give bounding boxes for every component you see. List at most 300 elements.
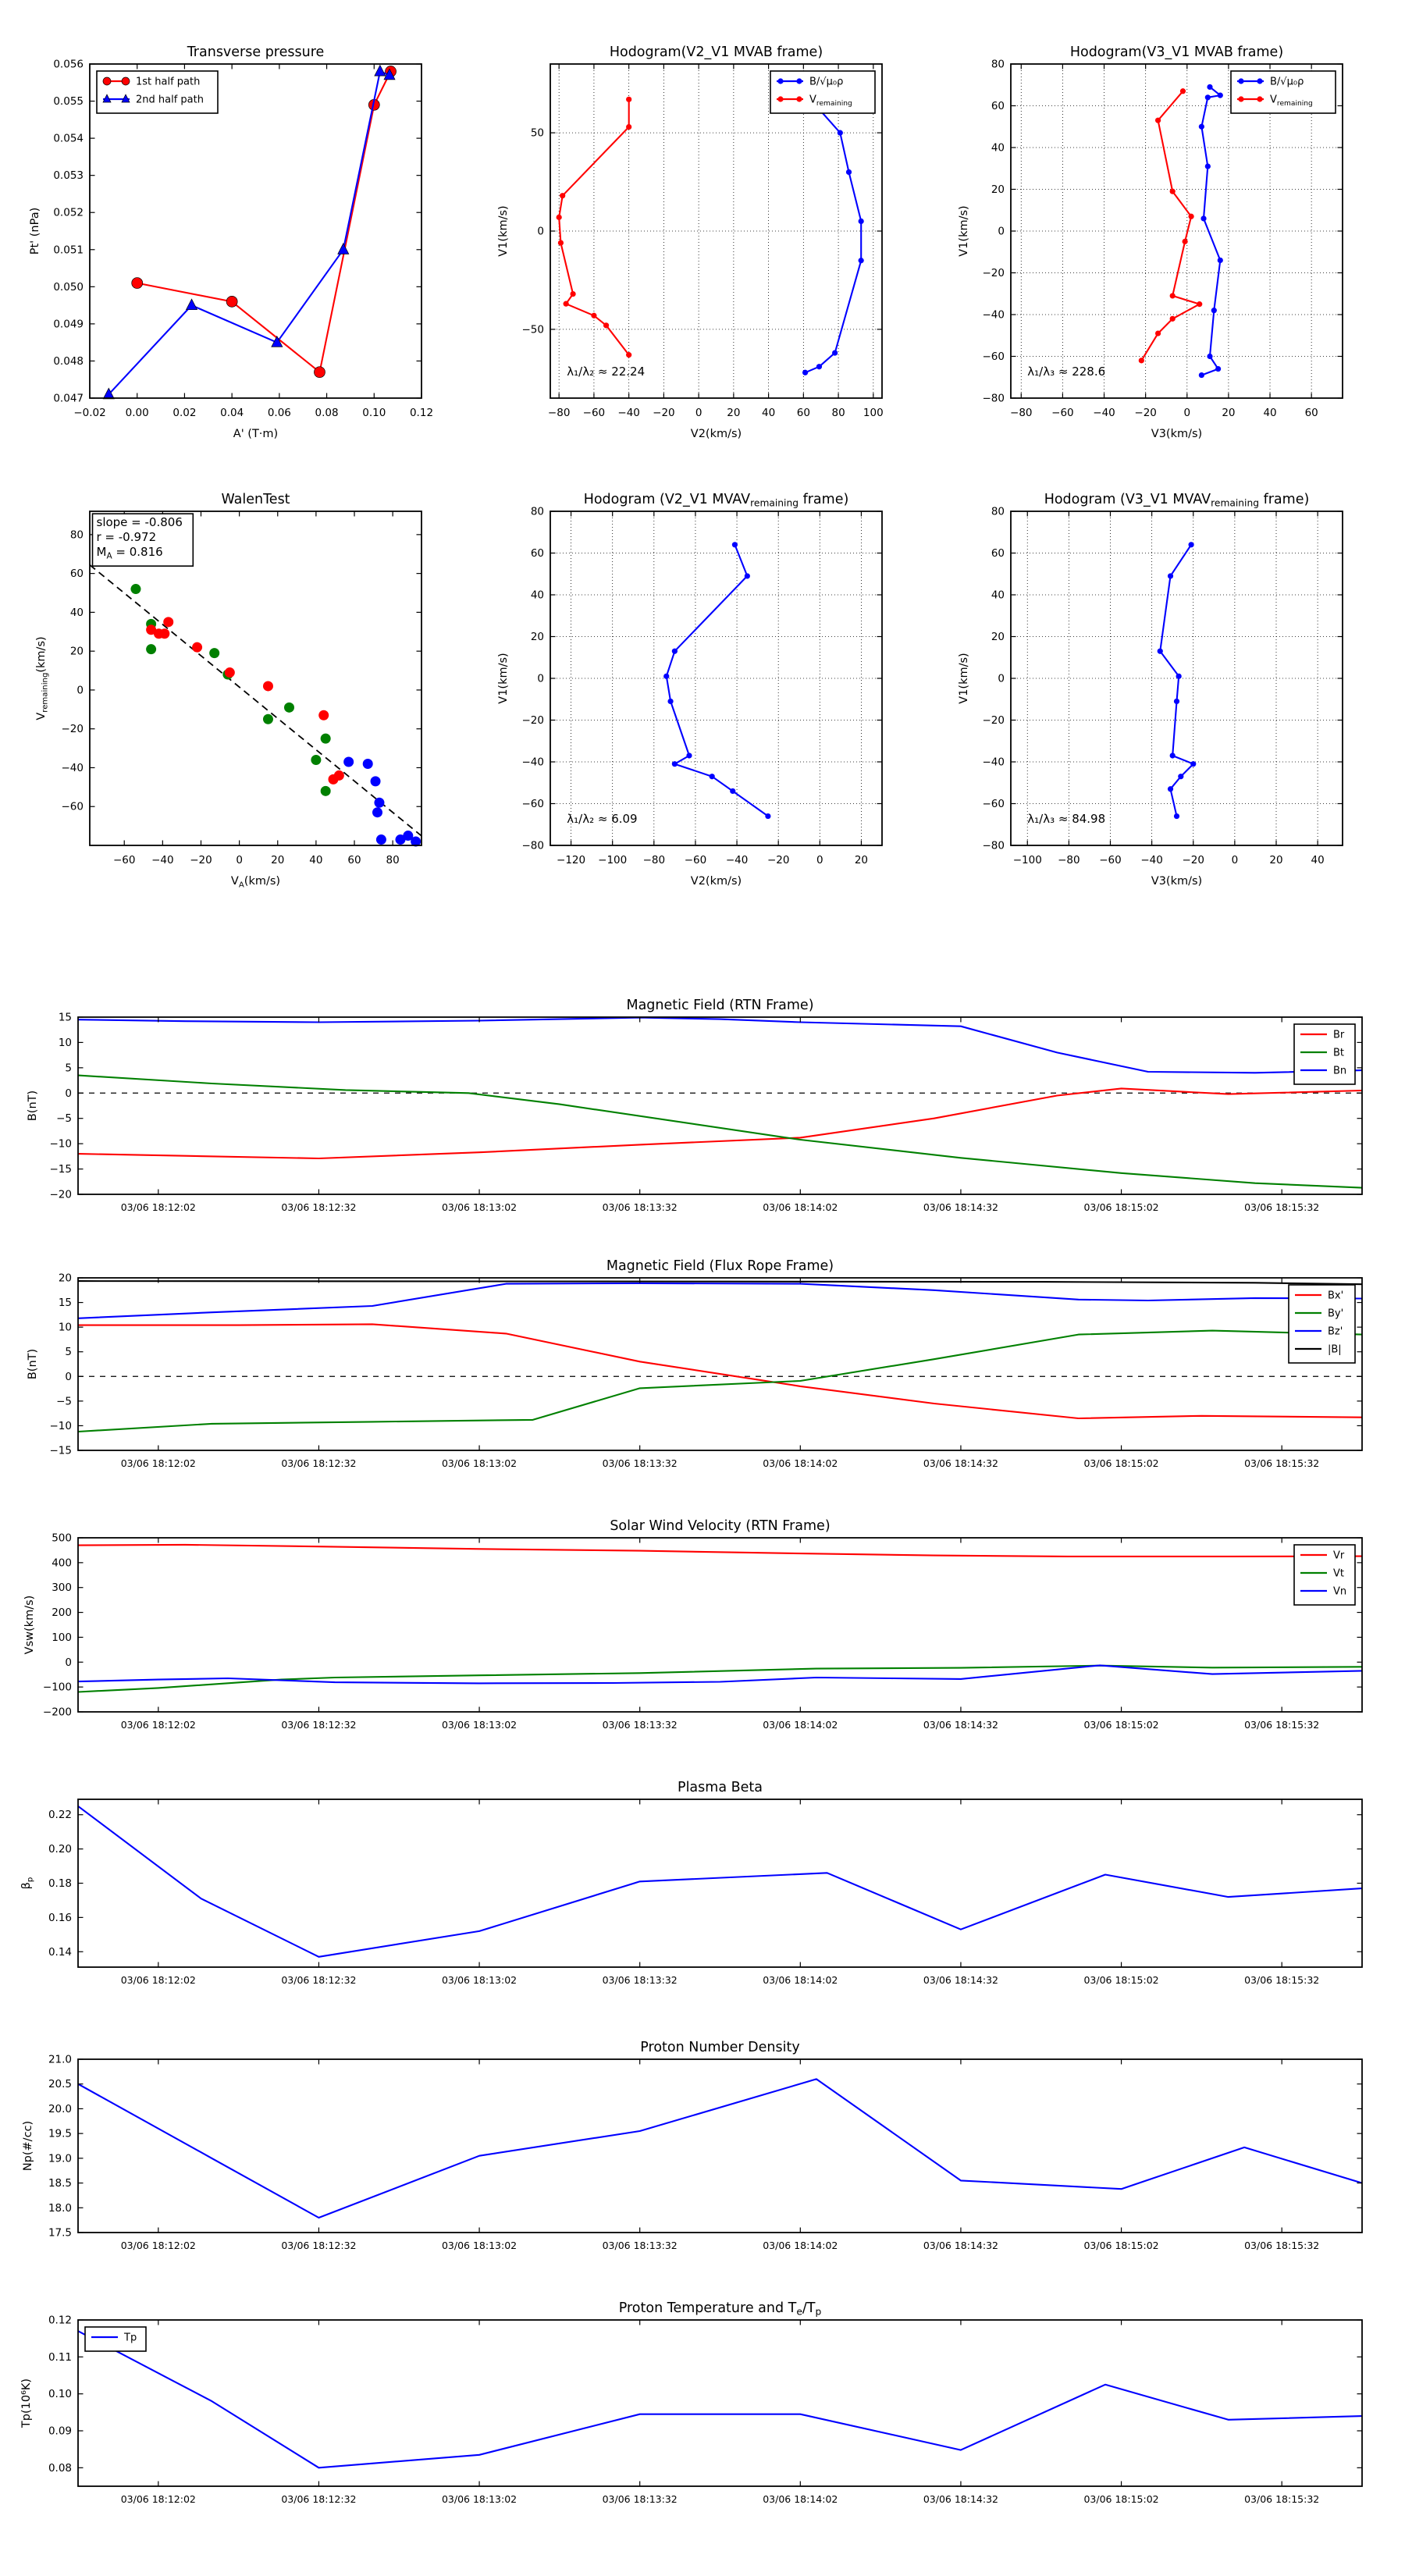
dot-marker: [1155, 118, 1161, 123]
dot-marker: [1238, 78, 1243, 84]
y-axis-label: V1(km/s): [958, 205, 970, 257]
x-tick-label: 03/06 18:12:32: [281, 2493, 357, 2505]
dot-marker: [564, 301, 569, 307]
x-tick-label: 03/06 18:13:32: [602, 2493, 678, 2505]
dot-marker: [777, 96, 783, 101]
y-axis-label: Np(#/cc): [22, 2120, 34, 2172]
legend-label: Bn: [1333, 1065, 1347, 1077]
chart-title-vsw-rtn: Solar Wind Velocity (RTN Frame): [610, 1518, 831, 1534]
x-tick-label: 03/06 18:13:02: [441, 2493, 518, 2505]
y-tick-label: 60: [991, 547, 1005, 560]
y-tick-label: 0.20: [48, 1843, 72, 1856]
x-tick-label: 03/06 18:13:02: [441, 1719, 518, 1731]
y-tick-label: −40: [982, 756, 1005, 769]
y-tick-label: 40: [69, 606, 84, 619]
dot-marker: [1168, 786, 1173, 792]
y-tick-label: 0.08: [48, 2461, 72, 2475]
x-tick-label: −60: [1051, 407, 1074, 419]
dot-marker: [626, 97, 631, 102]
dot-marker: [159, 628, 169, 639]
legend-label: B/√μ₀ρ: [1270, 76, 1304, 88]
dot-marker: [192, 642, 202, 653]
dot-marker: [686, 753, 692, 758]
y-tick-label: 0.16: [48, 1911, 72, 1924]
x-tick-label: −80: [642, 854, 666, 866]
x-axis-label: A' (T·m): [233, 428, 279, 440]
y-tick-label: −50: [521, 323, 544, 336]
dot-marker: [672, 649, 678, 654]
legend-label: Vn: [1333, 1585, 1347, 1598]
chart-hodogram-v2v1-mvab: [497, 44, 884, 440]
x-tick-label: 20: [1222, 407, 1236, 419]
x-tick-label: −20: [653, 407, 675, 419]
chart-title-proton-temperature: Proton Temperature and $T_e/T_p$: [618, 2300, 822, 2318]
x-tick-label: 03/06 18:13:02: [441, 2240, 518, 2251]
y-tick-label: 21.0: [48, 2053, 72, 2066]
dot-marker: [838, 130, 843, 136]
legend-label: $V_{remaining}$: [809, 94, 852, 108]
dot-marker: [363, 759, 373, 769]
dot-marker: [1188, 542, 1193, 547]
dot-marker: [1183, 239, 1188, 244]
x-tick-label: 20: [727, 407, 741, 419]
legend-transverse-pressure: [97, 71, 218, 113]
y-tick-label: −20: [521, 714, 544, 727]
chart-proton-density: [22, 2040, 1362, 2251]
x-tick-label: 03/06 18:14:32: [923, 2493, 999, 2505]
y-axis-label: $\beta_p$: [20, 1877, 35, 1890]
circle-marker: [132, 278, 143, 289]
y-tick-label: 0.056: [53, 58, 84, 71]
x-tick-label: 40: [1263, 407, 1277, 419]
dot-marker: [1170, 753, 1176, 758]
dot-marker: [130, 584, 140, 594]
dot-marker: [343, 757, 354, 767]
y-tick-label: 18.0: [48, 2201, 72, 2215]
x-tick-label: 03/06 18:15:02: [1083, 1974, 1159, 1986]
x-tick-label: 40: [309, 854, 323, 866]
dot-marker: [1218, 258, 1223, 263]
dot-marker: [1158, 649, 1163, 654]
dot-marker: [1207, 354, 1212, 359]
x-axis-label: V2(km/s): [690, 875, 742, 888]
dot-marker: [832, 350, 838, 355]
x-tick-label: 0: [1231, 854, 1239, 866]
x-tick-label: 03/06 18:12:32: [281, 2240, 357, 2251]
dot-marker: [663, 674, 669, 679]
dot-marker: [603, 322, 609, 328]
x-tick-label: 0: [816, 854, 823, 866]
x-tick-label: 03/06 18:13:32: [602, 1457, 678, 1469]
y-tick-label: 0: [65, 1370, 72, 1383]
y-tick-label: 100: [52, 1631, 72, 1644]
y-tick-label: 19.0: [48, 2152, 72, 2165]
dot-marker: [1170, 293, 1176, 298]
y-tick-label: 400: [52, 1557, 72, 1570]
y-tick-label: 0.049: [53, 318, 84, 331]
y-tick-label: 0.09: [48, 2425, 72, 2438]
dot-marker: [1257, 78, 1262, 84]
legend-label: Bx': [1328, 1290, 1344, 1302]
chart-proton-temperature: [20, 2300, 1362, 2505]
circle-marker: [122, 77, 130, 85]
dot-marker: [777, 78, 783, 84]
y-tick-label: −60: [521, 798, 544, 810]
y-tick-label: −20: [49, 1188, 72, 1201]
x-tick-label: 20: [1269, 854, 1283, 866]
x-tick-label: 0.06: [267, 407, 291, 419]
x-tick-label: 60: [347, 854, 361, 866]
legend-label: B/√μ₀ρ: [809, 76, 844, 88]
x-tick-label: −20: [1134, 407, 1157, 419]
annotation-text: λ₁/λ₃ ≈ 228.6: [1027, 365, 1106, 379]
legend-label: Bt: [1333, 1047, 1345, 1059]
x-axis-label: $V_A(km/s)$: [230, 875, 281, 890]
y-tick-label: −20: [61, 723, 84, 736]
y-tick-label: −80: [521, 839, 544, 852]
x-tick-label: 03/06 18:15:02: [1083, 1719, 1159, 1731]
x-tick-label: 03/06 18:12:02: [120, 2240, 196, 2251]
dot-marker: [710, 774, 715, 779]
dot-marker: [626, 352, 631, 358]
y-tick-label: 0.050: [53, 280, 84, 294]
x-tick-label: −60: [684, 854, 707, 866]
dot-marker: [765, 813, 770, 819]
chart-hodogram-v2v1-mvav: [497, 492, 882, 888]
x-tick-label: 03/06 18:15:02: [1083, 1201, 1159, 1213]
y-tick-label: −80: [982, 392, 1005, 405]
y-tick-label: 0: [65, 1656, 72, 1669]
legend-label: Vr: [1333, 1550, 1345, 1562]
dot-marker: [1238, 96, 1243, 101]
y-tick-label: 60: [530, 547, 544, 560]
chart-vsw-rtn: [23, 1518, 1362, 1731]
y-tick-label: 20: [69, 645, 84, 658]
dot-marker: [732, 542, 738, 547]
chart-plasma-beta: [20, 1780, 1362, 1986]
y-tick-label: 80: [69, 528, 84, 542]
dot-marker: [1218, 93, 1223, 98]
annotation-text: slope = -0.806: [96, 515, 183, 530]
x-tick-label: 100: [863, 407, 884, 419]
dot-marker: [1199, 372, 1204, 378]
x-tick-label: −0.02: [73, 407, 106, 419]
y-tick-label: 20: [58, 1272, 72, 1285]
dot-marker: [376, 834, 386, 845]
dot-marker: [1211, 308, 1217, 313]
y-tick-label: −40: [61, 761, 84, 774]
dot-marker: [263, 681, 273, 691]
legend-label: 2nd half path: [136, 94, 204, 106]
x-tick-label: 20: [854, 854, 869, 866]
chart-title-b-fluxrope: Magnetic Field (Flux Rope Frame): [606, 1258, 834, 1274]
x-tick-label: 03/06 18:14:02: [763, 2240, 838, 2251]
x-tick-label: 03/06 18:14:02: [763, 1201, 838, 1213]
x-tick-label: 0.12: [409, 407, 434, 419]
x-tick-label: 03/06 18:15:32: [1244, 1457, 1320, 1469]
x-tick-label: 0.00: [125, 407, 149, 419]
x-tick-label: 03/06 18:12:02: [120, 1457, 196, 1469]
y-tick-label: −40: [521, 756, 544, 769]
y-tick-label: 0.055: [53, 95, 84, 109]
y-tick-label: 0: [65, 1087, 72, 1100]
chart-title-proton-density: Proton Number Density: [640, 2040, 800, 2055]
y-tick-label: 15: [58, 1297, 72, 1310]
y-tick-label: 5: [65, 1062, 72, 1075]
dot-marker: [372, 807, 382, 817]
dot-marker: [816, 364, 822, 369]
y-tick-label: 10: [58, 1321, 72, 1334]
circle-marker: [103, 77, 111, 85]
x-tick-label: 03/06 18:15:32: [1244, 1974, 1320, 1986]
y-tick-label: 20: [530, 631, 544, 643]
y-tick-label: 0.051: [53, 244, 84, 257]
x-tick-label: 03/06 18:13:32: [602, 2240, 678, 2251]
dot-marker: [1170, 316, 1176, 322]
annotation-text: λ₁/λ₂ ≈ 22.24: [567, 365, 646, 379]
x-tick-label: 80: [386, 854, 400, 866]
x-tick-label: −40: [1093, 407, 1115, 419]
y-tick-label: 20.0: [48, 2102, 72, 2115]
legend-label: Vt: [1333, 1567, 1344, 1580]
x-tick-label: 03/06 18:15:02: [1083, 2240, 1159, 2251]
legend-hodogram-v3v1-mvab: [1231, 71, 1336, 113]
chart-walen-test: [35, 492, 422, 890]
y-tick-label: 0.048: [53, 354, 84, 368]
x-tick-label: 03/06 18:15:02: [1083, 1457, 1159, 1469]
y-tick-label: 60: [991, 100, 1005, 112]
x-tick-label: 0.08: [315, 407, 339, 419]
dot-marker: [311, 755, 321, 765]
x-tick-label: −80: [1058, 854, 1080, 866]
x-tick-label: −40: [617, 407, 640, 419]
dot-marker: [1180, 88, 1186, 94]
dot-marker: [1188, 214, 1193, 219]
dot-marker: [859, 258, 864, 263]
dot-marker: [1155, 330, 1161, 336]
dot-marker: [374, 798, 384, 808]
dot-marker: [321, 786, 331, 796]
y-tick-label: 0: [76, 684, 84, 697]
y-tick-label: 0.10: [48, 2388, 72, 2401]
legend-label: Tp: [124, 2332, 137, 2344]
x-tick-label: 03/06 18:12:32: [281, 1719, 357, 1731]
dot-marker: [1174, 699, 1179, 704]
y-tick-label: 10: [58, 1036, 72, 1049]
x-tick-label: 40: [762, 407, 776, 419]
y-tick-label: 20: [991, 183, 1005, 196]
legend-vsw-rtn: [1294, 1545, 1355, 1605]
legend-label: By': [1328, 1308, 1344, 1320]
y-tick-label: −5: [56, 1112, 72, 1126]
y-tick-label: 60: [69, 568, 84, 581]
x-tick-label: 03/06 18:13:02: [441, 1457, 518, 1469]
y-tick-label: −60: [61, 800, 84, 813]
dot-marker: [146, 644, 156, 654]
x-tick-label: −100: [1012, 854, 1042, 866]
y-tick-label: 0.18: [48, 1877, 72, 1890]
x-tick-label: 03/06 18:13:32: [602, 1201, 678, 1213]
y-tick-label: 20.5: [48, 2078, 72, 2091]
annotation-text: λ₁/λ₂ ≈ 6.09: [567, 812, 638, 827]
annotation-text: r = -0.972: [96, 530, 157, 545]
y-tick-label: 300: [52, 1582, 72, 1595]
y-tick-label: −200: [42, 1706, 72, 1719]
y-tick-label: 40: [530, 589, 544, 602]
y-tick-label: 200: [52, 1606, 72, 1620]
dot-marker: [846, 169, 852, 175]
dot-marker: [802, 370, 808, 375]
y-tick-label: −20: [982, 714, 1005, 727]
x-tick-label: 03/06 18:14:32: [923, 1974, 999, 1986]
dot-marker: [1174, 813, 1179, 819]
y-axis-label: Pt' (nPa): [29, 207, 41, 255]
dot-marker: [1257, 96, 1262, 101]
plot-area: [78, 1799, 1362, 1967]
y-tick-label: 500: [52, 1532, 72, 1545]
y-tick-label: −80: [982, 839, 1005, 852]
y-axis-label: B(nT): [27, 1090, 39, 1122]
y-tick-label: 0.14: [48, 1945, 72, 1959]
dot-marker: [626, 124, 631, 130]
x-tick-label: 60: [1304, 407, 1318, 419]
dot-marker: [1176, 674, 1182, 679]
x-tick-label: −60: [112, 854, 136, 866]
dot-marker: [1215, 366, 1221, 372]
y-tick-label: 5: [65, 1346, 72, 1359]
dot-marker: [745, 573, 750, 578]
dot-marker: [1139, 358, 1144, 363]
x-tick-label: −40: [725, 854, 749, 866]
x-tick-label: 03/06 18:13:32: [602, 1974, 678, 1986]
dot-marker: [1205, 163, 1211, 169]
x-tick-label: 03/06 18:15:02: [1083, 2493, 1159, 2505]
y-axis-label: $V_{remaining}(km/s)$: [35, 636, 50, 720]
dot-marker: [1168, 573, 1173, 578]
y-axis-label: V1(km/s): [497, 653, 510, 704]
dot-marker: [796, 78, 802, 84]
dot-marker: [1207, 84, 1212, 90]
x-tick-label: 03/06 18:12:02: [120, 1974, 196, 1986]
dot-marker: [263, 714, 273, 724]
x-tick-label: 03/06 18:14:02: [763, 1457, 838, 1469]
chart-title-walen-test: WalenTest: [221, 492, 290, 507]
legend-label: 1st half path: [136, 76, 201, 88]
y-tick-label: −10: [49, 1419, 72, 1432]
y-tick-label: −60: [982, 798, 1005, 810]
dot-marker: [318, 710, 329, 720]
dot-marker: [560, 193, 565, 198]
circle-marker: [314, 367, 325, 378]
y-tick-label: −100: [42, 1681, 72, 1694]
chart-hodogram-v3v1-mvav: [958, 492, 1343, 888]
x-tick-label: 03/06 18:13:02: [441, 1974, 518, 1986]
circle-marker: [226, 296, 237, 307]
x-tick-label: 03/06 18:14:32: [923, 1719, 999, 1731]
legend-hodogram-v2v1-mvab: [770, 71, 875, 113]
dot-marker: [371, 776, 381, 786]
x-tick-label: 03/06 18:15:32: [1244, 2240, 1320, 2251]
legend-b-rtn: [1294, 1024, 1355, 1084]
x-tick-label: −20: [190, 854, 212, 866]
x-tick-label: 40: [1311, 854, 1325, 866]
x-tick-label: 0: [236, 854, 243, 866]
y-tick-label: 80: [991, 58, 1005, 71]
x-tick-label: 03/06 18:12:02: [120, 2493, 196, 2505]
x-tick-label: 60: [796, 407, 810, 419]
x-tick-label: 03/06 18:14:32: [923, 1201, 999, 1213]
x-axis-label: V3(km/s): [1151, 428, 1203, 440]
x-axis-label: V2(km/s): [690, 428, 742, 440]
y-tick-label: −20: [982, 267, 1005, 279]
dot-marker: [558, 240, 564, 246]
x-tick-label: −60: [1099, 854, 1122, 866]
dot-marker: [1178, 774, 1183, 779]
x-tick-label: 03/06 18:12:32: [281, 1457, 357, 1469]
x-tick-label: −40: [151, 854, 174, 866]
x-tick-label: −80: [547, 407, 571, 419]
dot-marker: [796, 96, 802, 101]
plot-area: [78, 1017, 1362, 1194]
dot-marker: [1190, 761, 1196, 767]
y-tick-label: 0.22: [48, 1809, 72, 1822]
x-tick-label: 03/06 18:13:32: [602, 1719, 678, 1731]
y-tick-label: 80: [530, 505, 544, 518]
legend-b-fluxrope: [1289, 1285, 1355, 1363]
y-tick-label: 0.11: [48, 2350, 72, 2364]
x-tick-label: 03/06 18:15:32: [1244, 1719, 1320, 1731]
x-tick-label: −20: [1182, 854, 1204, 866]
y-tick-label: 0.053: [53, 169, 84, 183]
legend-label: Br: [1333, 1029, 1345, 1041]
y-tick-label: 18.5: [48, 2177, 72, 2190]
dot-marker: [672, 761, 678, 767]
y-tick-label: −40: [982, 308, 1005, 322]
dot-marker: [284, 703, 294, 713]
x-tick-label: 03/06 18:14:02: [763, 2493, 838, 2505]
dot-marker: [1200, 215, 1206, 221]
dot-marker: [591, 313, 596, 318]
plot-area: [78, 2059, 1362, 2233]
chart-title-plasma-beta: Plasma Beta: [678, 1780, 763, 1795]
x-tick-label: 0: [695, 407, 702, 419]
chart-title-b-rtn: Magnetic Field (RTN Frame): [626, 998, 814, 1013]
y-tick-label: −60: [982, 350, 1005, 363]
y-tick-label: 19.5: [48, 2127, 72, 2140]
x-tick-label: 03/06 18:12:32: [281, 1974, 357, 1986]
x-axis-label: V3(km/s): [1151, 875, 1203, 888]
dot-marker: [209, 648, 219, 658]
chart-title-hodogram-v2v1-mvab: Hodogram(V2_V1 MVAB frame): [609, 44, 823, 60]
dot-marker: [334, 770, 344, 781]
dot-marker: [667, 699, 673, 704]
dot-marker: [557, 215, 562, 220]
annotation-text: $M_A = 0.816$: [96, 545, 163, 561]
dot-marker: [570, 291, 575, 297]
y-tick-label: 15: [58, 1011, 72, 1024]
y-tick-label: 0.052: [53, 206, 84, 219]
x-tick-label: 80: [831, 407, 845, 419]
legend-label: $V_{remaining}$: [1270, 94, 1313, 108]
x-tick-label: 03/06 18:14:32: [923, 2240, 999, 2251]
x-tick-label: 0.04: [220, 407, 244, 419]
dot-marker: [1170, 189, 1176, 194]
chart-b-fluxrope: [27, 1258, 1362, 1469]
chart-title-hodogram-v2v1-mvav: Hodogram (V2_V1 $MVAV_{remaining}$ frame): [583, 492, 849, 509]
y-axis-label: Tp(10⁶K): [20, 2378, 33, 2428]
plot-area: [78, 1538, 1362, 1712]
chart-transverse-pressure: [29, 44, 433, 440]
